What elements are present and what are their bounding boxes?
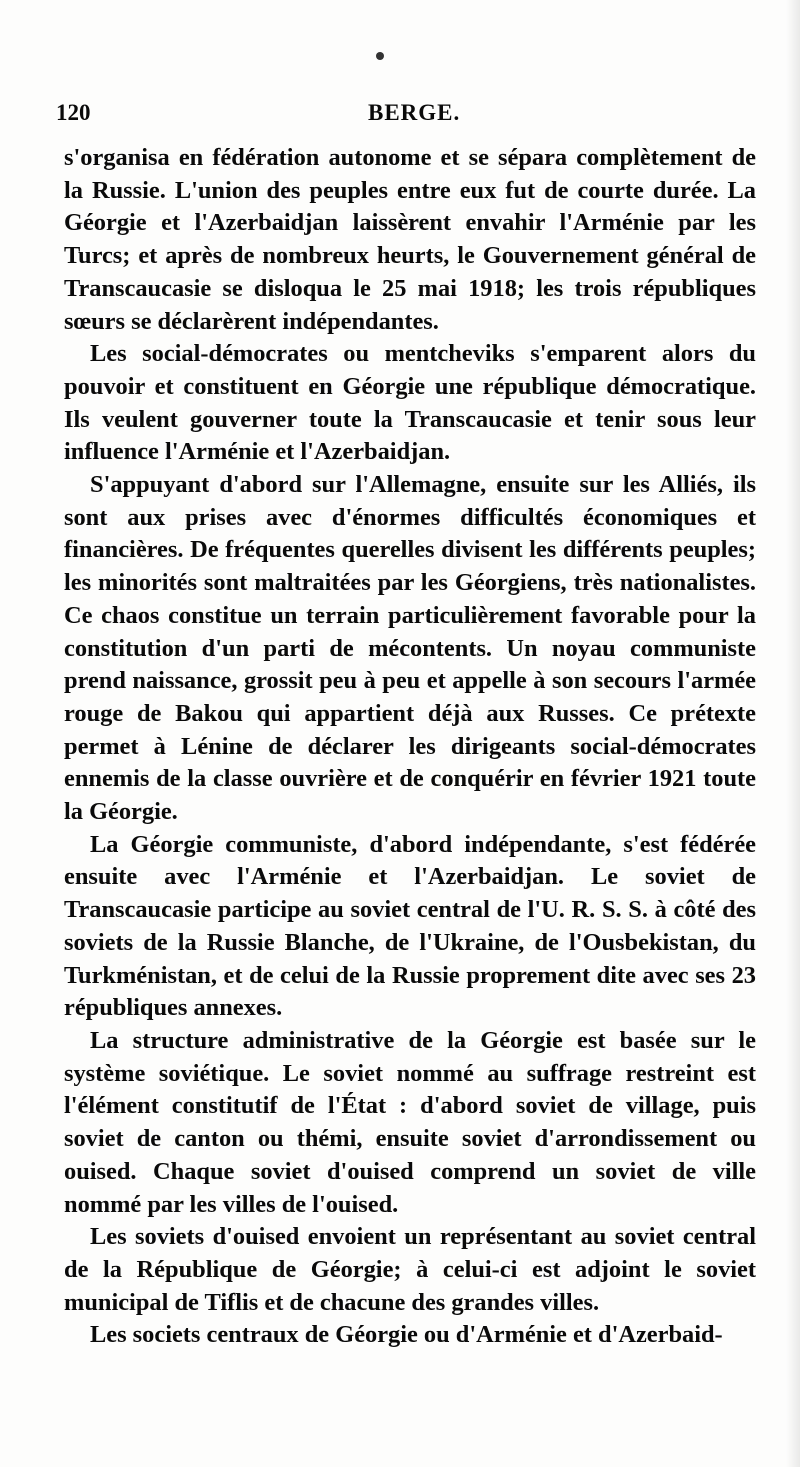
paragraph: La structure administrative de la Géorgie est basée sur le système soviétique. Le soviet nommé au suffrage restreint est l'élément constitutif de l'État : d'abord soviet de village, puis soviet de canton ou thémi, ensuite soviet d'arrondissement ou ouised. Chaque soviet d'ouised comprend un soviet de ville nommé par les villes de l'ouised. [64,1026,756,1218]
paragraph: Les societs centraux de Géorgie ou d'Arménie et d'Azerbaid- [90,1321,723,1349]
paragraph: s'organisa en fédération autonome et se sépara complètement de la Russie. L'union des peuples entre eux fut de courte durée. La Géorgie et l'Azerbaidjan laissèrent envahir l'Arménie par les Turcs; et après de nombreux heurts, le Gouvernement général de Transcaucasie se disloqua le 25 mai 1918; les trois républiques sœurs se déclarèrent indépendantes. [64,144,756,335]
running-head: BERGE. [368,100,461,125]
paragraph: Les soviets d'ouised envoient un représentant au soviet central de la République de Géorgie; à celui-ci est adjoint le soviet municipal de Tiflis et de chacune des grandes villes. [64,1223,756,1316]
body-text [64,142,756,1352]
page-number: 120 [56,100,91,125]
page-header [56,100,756,132]
paragraph: S'appuyant d'abord sur l'Allemagne, ensuite sur les Alliés, ils sont aux prises avec d'énormes difficultés économiques et financières. De fréquentes querelles divisent les différents peuples; les minorités sont maltraitées par les Géorgiens, très nationalistes. Ce chaos constitue un terrain particulièrement favorable pour la constitution d'un parti de mécontents. Un noyau communiste prend naissance, grossit peu à peu et appelle à son secours l'armée rouge de Bakou qui appartient déjà aux Russes. Ce prétexte permet à Lénine de déclarer les dirigeants social-démocrates ennemis de la classe ouvrière et de conquérir en février 1921 toute la Géorgie. [64,471,756,826]
ink-speck [376,52,384,60]
paragraph: Les social-démocrates ou mentcheviks s'emparent alors du pouvoir et constituent en Géorgie une république démocratique. Ils veulent gouverner toute la Transcaucasie et tenir sous leur influence l'Arménie et l'Azerbaidjan. [64,340,756,466]
page-edge-shadow [786,0,800,1467]
paragraph: La Géorgie communiste, d'abord indépendante, s'est fédérée ensuite avec l'Arménie et l'Azerbaidjan. Le soviet de Transcaucasie participe au soviet central de l'U. R. S. S. à côté des soviets de la Russie Blanche, de l'Ukraine, de l'Ousbekistan, du Turkménistan, et de celui de la Russie proprement dite avec ses 23 républiques annexes. [64,830,756,1022]
